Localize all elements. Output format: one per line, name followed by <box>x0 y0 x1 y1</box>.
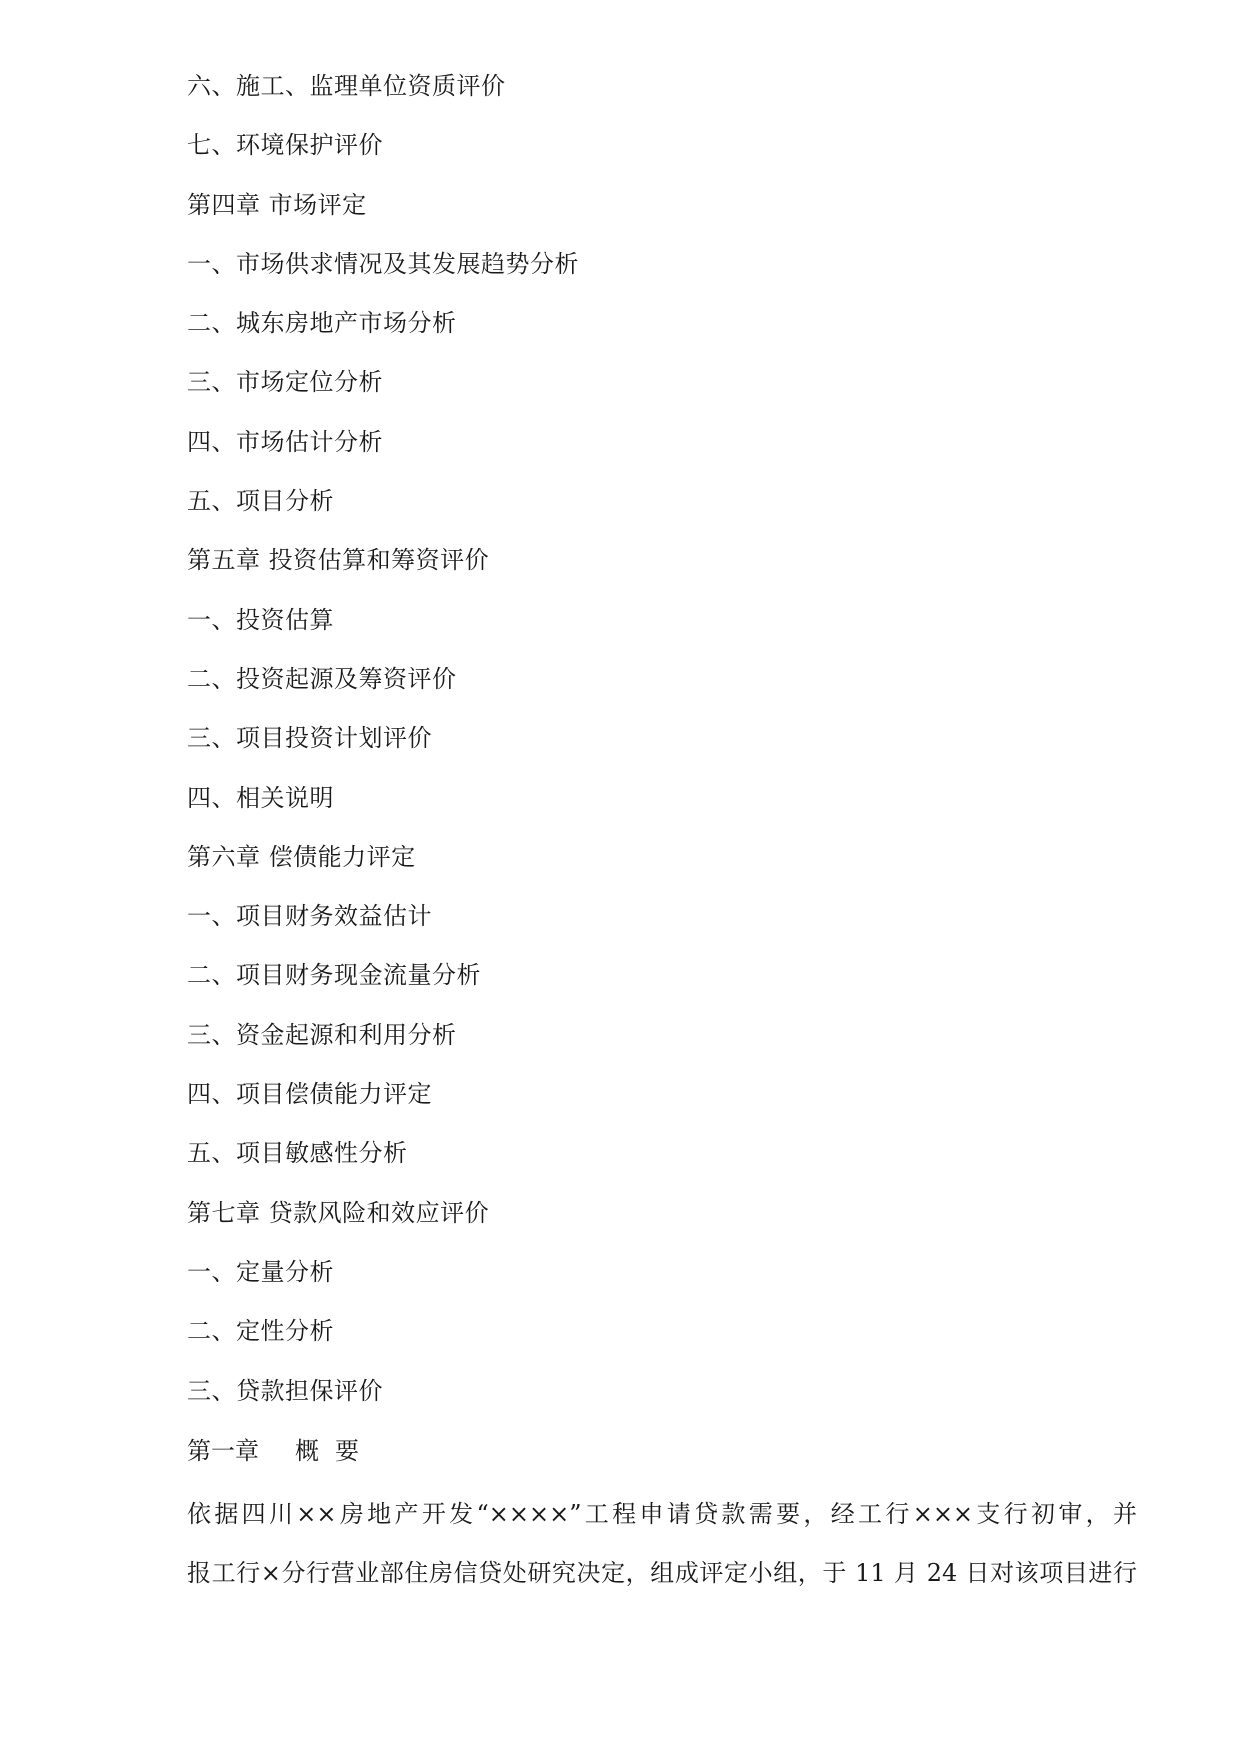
toc-entry: 二、投资起源及筹资评价 <box>187 664 457 693</box>
toc-chapter-heading: 第七章 贷款风险和效应评价 <box>187 1198 490 1227</box>
toc-chapter-heading: 第六章 偿债能力评定 <box>187 842 416 871</box>
toc-entry: 二、定性分析 <box>187 1317 334 1346</box>
toc-entry: 四、相关说明 <box>187 783 334 812</box>
body-paragraph <box>187 1485 1137 1603</box>
toc-entry: 六、施工、监理单位资质评价 <box>187 72 506 100</box>
toc-chapter-heading: 第五章 投资估算和筹资评价 <box>187 546 490 575</box>
toc-entry: 四、项目偿债能力评定 <box>187 1080 432 1109</box>
toc-entry: 一、定量分析 <box>187 1257 334 1286</box>
toc-entry: 一、投资估算 <box>187 605 334 634</box>
toc-chapter-heading: 第四章 市场评定 <box>187 190 367 219</box>
paragraph-line: 报工行×分行营业部住房信贷处研究决定，组成评定小组，于 11 月 24 日对该项目进行 <box>187 1559 1137 1587</box>
toc-entry: 五、项目分析 <box>187 487 334 516</box>
toc-entry: 一、项目财务效益估计 <box>187 902 432 931</box>
toc-entry: 二、城东房地产市场分析 <box>187 309 457 338</box>
toc-entry: 一、市场供求情况及其发展趋势分析 <box>187 249 579 278</box>
toc-entry: 二、项目财务现金流量分析 <box>187 961 481 990</box>
toc-entry: 五、项目敏感性分析 <box>187 1139 408 1168</box>
toc-entry: 三、资金起源和利用分析 <box>187 1020 457 1049</box>
chapter-one-heading <box>187 1426 375 1476</box>
toc-entry: 三、市场定位分析 <box>187 368 383 397</box>
toc-entry: 七、环境保护评价 <box>187 131 383 160</box>
table-of-contents <box>187 61 1137 1425</box>
paragraph-line: 依据四川××房地产开发“××××”工程申请贷款需要，经工行×××支行初审，并 <box>187 1500 1137 1528</box>
toc-entry: 四、市场估计分析 <box>187 427 383 456</box>
chapter-title: 概要 <box>295 1437 375 1465</box>
chapter-number: 第一章 <box>187 1437 259 1465</box>
toc-entry: 三、项目投资计划评价 <box>187 724 432 753</box>
toc-entry: 三、贷款担保评价 <box>187 1376 383 1405</box>
